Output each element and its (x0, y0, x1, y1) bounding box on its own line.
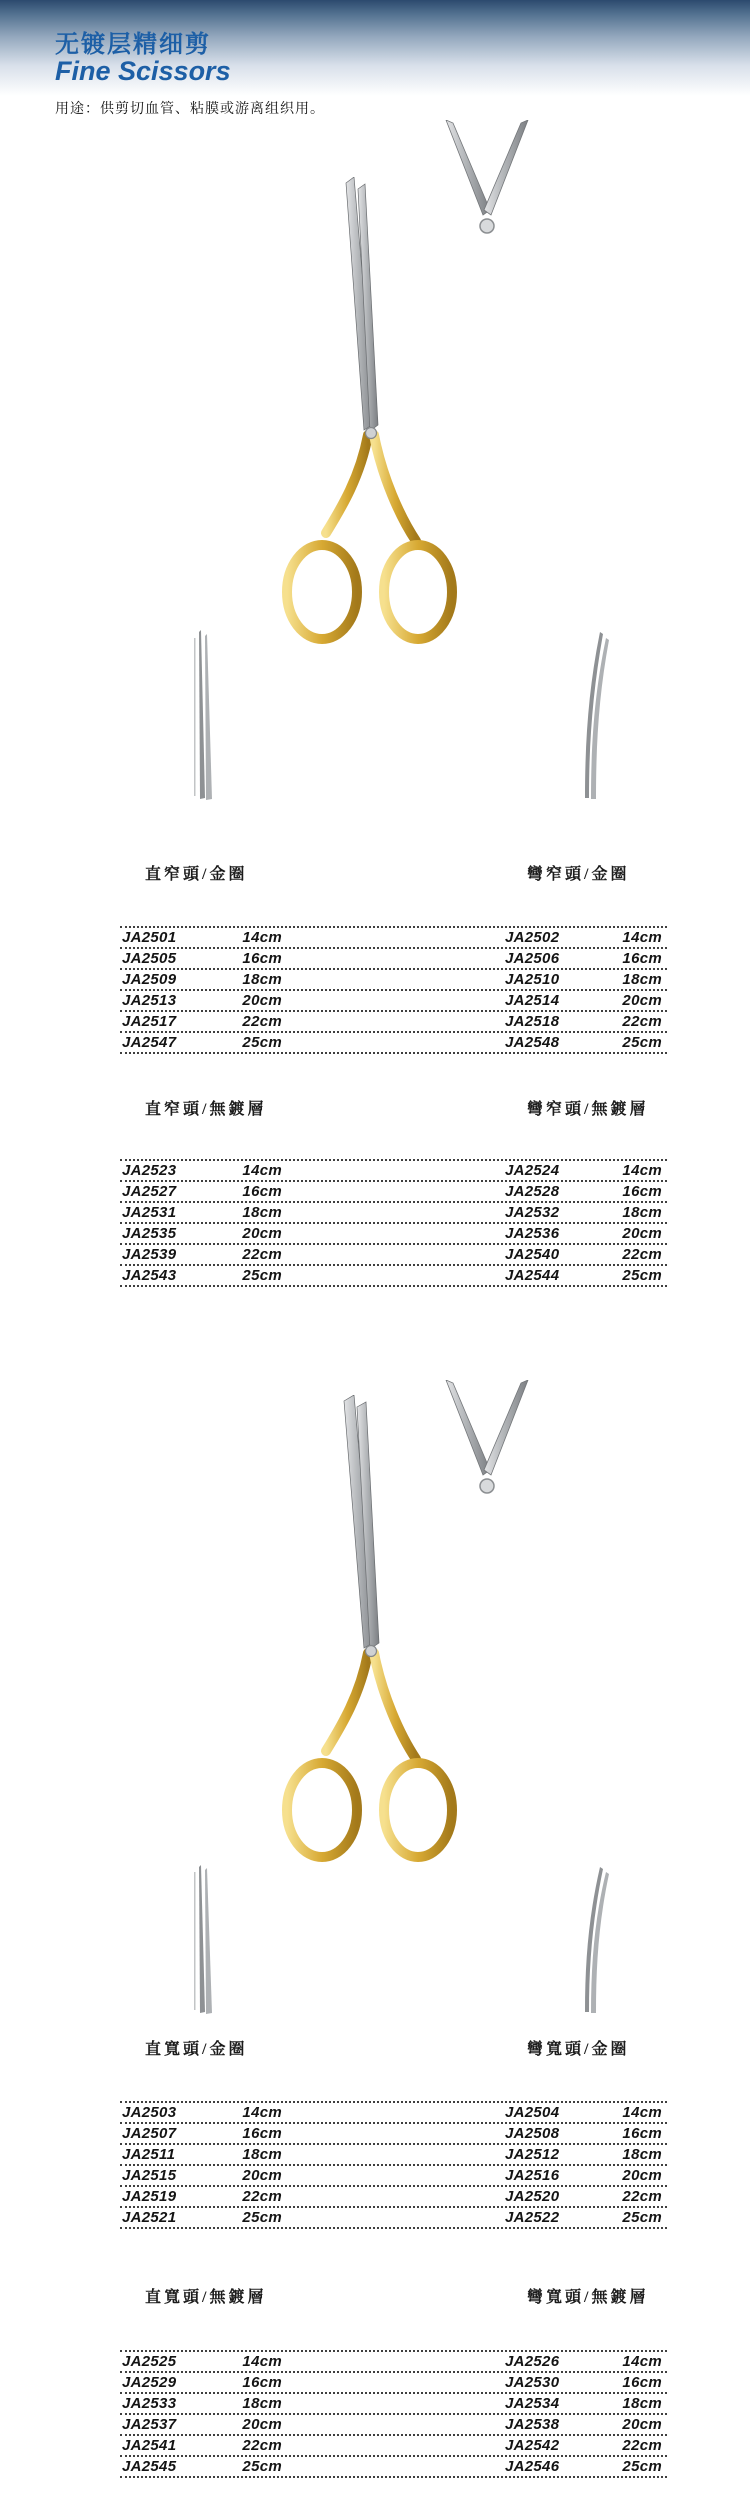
table-row (120, 2101, 667, 2122)
model-number-left: JA2535 (122, 1225, 177, 1242)
size-right: 18cm (622, 971, 662, 988)
table-wide-uncoated (120, 2350, 667, 2478)
size-left: 22cm (242, 2437, 282, 2454)
size-left: 16cm (242, 950, 282, 967)
model-number-right: JA2530 (505, 2374, 560, 2391)
model-number-left: JA2525 (122, 2353, 177, 2370)
model-number-right: JA2506 (505, 950, 560, 967)
size-left: 14cm (242, 1162, 282, 1179)
curved-tips-detail-image (576, 630, 612, 802)
model-number-right: JA2504 (505, 2104, 560, 2121)
table-row (120, 947, 667, 968)
size-right: 25cm (622, 1267, 662, 1284)
table-row (120, 1222, 667, 1243)
page-title-english: Fine Scissors (55, 56, 231, 86)
size-left: 18cm (242, 2395, 282, 2412)
model-number-right: JA2514 (505, 992, 560, 1009)
model-number-left: JA2543 (122, 1267, 177, 1284)
table-header-straight-wide-gold: 直寬頭/金圈 (145, 2041, 248, 2058)
model-number-left: JA2511 (122, 2146, 176, 2163)
size-right: 18cm (622, 2395, 662, 2412)
table-row (120, 2143, 667, 2164)
size-left: 25cm (242, 1267, 282, 1284)
table-header-straight-narrow-gold: 直窄頭/金圈 (145, 866, 248, 883)
size-left: 22cm (242, 1013, 282, 1030)
size-right: 16cm (622, 2125, 662, 2142)
size-left: 25cm (242, 1034, 282, 1051)
size-right: 20cm (622, 2416, 662, 2433)
size-left: 14cm (242, 2353, 282, 2370)
product-photo-narrow-head (0, 115, 750, 810)
size-right: 16cm (622, 2374, 662, 2391)
table-row (120, 926, 667, 947)
size-left: 14cm (242, 929, 282, 946)
model-number-right: JA2502 (505, 929, 560, 946)
table-row (120, 1159, 667, 1180)
model-number-right: JA2524 (505, 1162, 560, 1179)
model-number-right: JA2538 (505, 2416, 560, 2433)
table-row (120, 1264, 667, 1285)
model-number-left: JA2545 (122, 2458, 177, 2475)
table-row (120, 1031, 667, 1052)
model-number-right: JA2546 (505, 2458, 560, 2475)
model-number-left: JA2517 (122, 1013, 177, 1030)
model-number-left: JA2527 (122, 1183, 177, 1200)
straight-tips-detail-image (188, 1865, 218, 2015)
model-number-right: JA2540 (505, 1246, 560, 1263)
size-right: 18cm (622, 2146, 662, 2163)
model-number-left: JA2521 (122, 2209, 177, 2226)
model-number-right: JA2522 (505, 2209, 560, 2226)
model-number-left: JA2537 (122, 2416, 177, 2433)
size-right: 14cm (622, 929, 662, 946)
table-header-curved-wide-gold: 彎寬頭/金圈 (527, 2041, 630, 2058)
table-wide-gold (120, 2101, 667, 2229)
size-left: 16cm (242, 2125, 282, 2142)
size-left: 25cm (242, 2458, 282, 2475)
size-left: 22cm (242, 2188, 282, 2205)
table-narrow-uncoated (120, 1159, 667, 1287)
table-row (120, 1180, 667, 1201)
size-left: 14cm (242, 2104, 282, 2121)
table-row (120, 2164, 667, 2185)
table-row (120, 2350, 667, 2371)
size-right: 25cm (622, 1034, 662, 1051)
model-number-right: JA2526 (505, 2353, 560, 2370)
model-number-right: JA2516 (505, 2167, 560, 2184)
usage-note: 用途：供剪切血管、粘膜或游离组织用。 (55, 100, 325, 116)
size-right: 25cm (622, 2209, 662, 2226)
size-right: 16cm (622, 950, 662, 967)
model-number-right: JA2542 (505, 2437, 560, 2454)
table-row (120, 1010, 667, 1031)
table-header-straight-narrow-uncoated: 直窄頭/無鍍層 (145, 1101, 267, 1118)
scissors-image (270, 177, 470, 655)
model-number-left: JA2505 (122, 950, 177, 967)
model-number-right: JA2510 (505, 971, 560, 988)
table-row (120, 2434, 667, 2455)
size-left: 16cm (242, 2374, 282, 2391)
table-header-curved-narrow-uncoated: 彎窄頭/無鍍層 (527, 1101, 649, 1118)
model-number-left: JA2541 (122, 2437, 177, 2454)
size-right: 25cm (622, 2458, 662, 2475)
size-left: 18cm (242, 971, 282, 988)
model-number-left: JA2513 (122, 992, 177, 1009)
size-left: 20cm (242, 2167, 282, 2184)
model-number-left: JA2539 (122, 1246, 177, 1263)
size-right: 14cm (622, 2104, 662, 2121)
size-right: 14cm (622, 2353, 662, 2370)
scissors-image (270, 1395, 470, 1873)
model-number-left: JA2533 (122, 2395, 177, 2412)
table-header-curved-narrow-gold: 彎窄頭/金圈 (527, 866, 630, 883)
size-right: 16cm (622, 1183, 662, 1200)
page-title-chinese: 无镀层精细剪 (55, 31, 211, 58)
model-number-right: JA2508 (505, 2125, 560, 2142)
size-right: 22cm (622, 2188, 662, 2205)
model-number-right: JA2544 (505, 1267, 560, 1284)
model-number-right: JA2548 (505, 1034, 560, 1051)
table-row (120, 1243, 667, 1264)
table-row (120, 2455, 667, 2476)
model-number-right: JA2536 (505, 1225, 560, 1242)
model-number-right: JA2518 (505, 1013, 560, 1030)
table-header-curved-wide-uncoated: 彎寬頭/無鍍層 (527, 2289, 649, 2306)
size-left: 18cm (242, 1204, 282, 1221)
model-number-left: JA2529 (122, 2374, 177, 2391)
curved-tips-detail-image (576, 1865, 612, 2015)
model-number-left: JA2507 (122, 2125, 177, 2142)
model-number-left: JA2519 (122, 2188, 177, 2205)
size-right: 18cm (622, 1204, 662, 1221)
size-right: 20cm (622, 992, 662, 1009)
model-number-right: JA2520 (505, 2188, 560, 2205)
table-row (120, 1201, 667, 1222)
model-number-right: JA2528 (505, 1183, 560, 1200)
size-right: 22cm (622, 2437, 662, 2454)
size-left: 22cm (242, 1246, 282, 1263)
size-right: 14cm (622, 1162, 662, 1179)
model-number-left: JA2501 (122, 929, 177, 946)
table-header-straight-wide-uncoated: 直寬頭/無鍍層 (145, 2289, 267, 2306)
size-left: 16cm (242, 1183, 282, 1200)
size-left: 18cm (242, 2146, 282, 2163)
table-row (120, 2413, 667, 2434)
model-number-right: JA2534 (505, 2395, 560, 2412)
model-number-left: JA2523 (122, 1162, 177, 1179)
size-left: 20cm (242, 1225, 282, 1242)
table-row (120, 2392, 667, 2413)
model-number-left: JA2509 (122, 971, 177, 988)
size-right: 20cm (622, 1225, 662, 1242)
table-row (120, 989, 667, 1010)
model-number-left: JA2515 (122, 2167, 177, 2184)
size-right: 22cm (622, 1013, 662, 1030)
size-left: 20cm (242, 2416, 282, 2433)
product-photo-wide-head (0, 1370, 750, 2020)
model-number-left: JA2503 (122, 2104, 177, 2121)
straight-tips-detail-image (188, 630, 218, 802)
model-number-right: JA2512 (505, 2146, 560, 2163)
table-row (120, 2122, 667, 2143)
table-row (120, 968, 667, 989)
table-row (120, 2185, 667, 2206)
size-right: 20cm (622, 2167, 662, 2184)
table-row (120, 2371, 667, 2392)
model-number-left: JA2531 (122, 1204, 177, 1221)
size-left: 25cm (242, 2209, 282, 2226)
table-narrow-gold (120, 926, 667, 1054)
size-right: 22cm (622, 1246, 662, 1263)
size-left: 20cm (242, 992, 282, 1009)
model-number-right: JA2532 (505, 1204, 560, 1221)
model-number-left: JA2547 (122, 1034, 177, 1051)
table-row (120, 2206, 667, 2227)
